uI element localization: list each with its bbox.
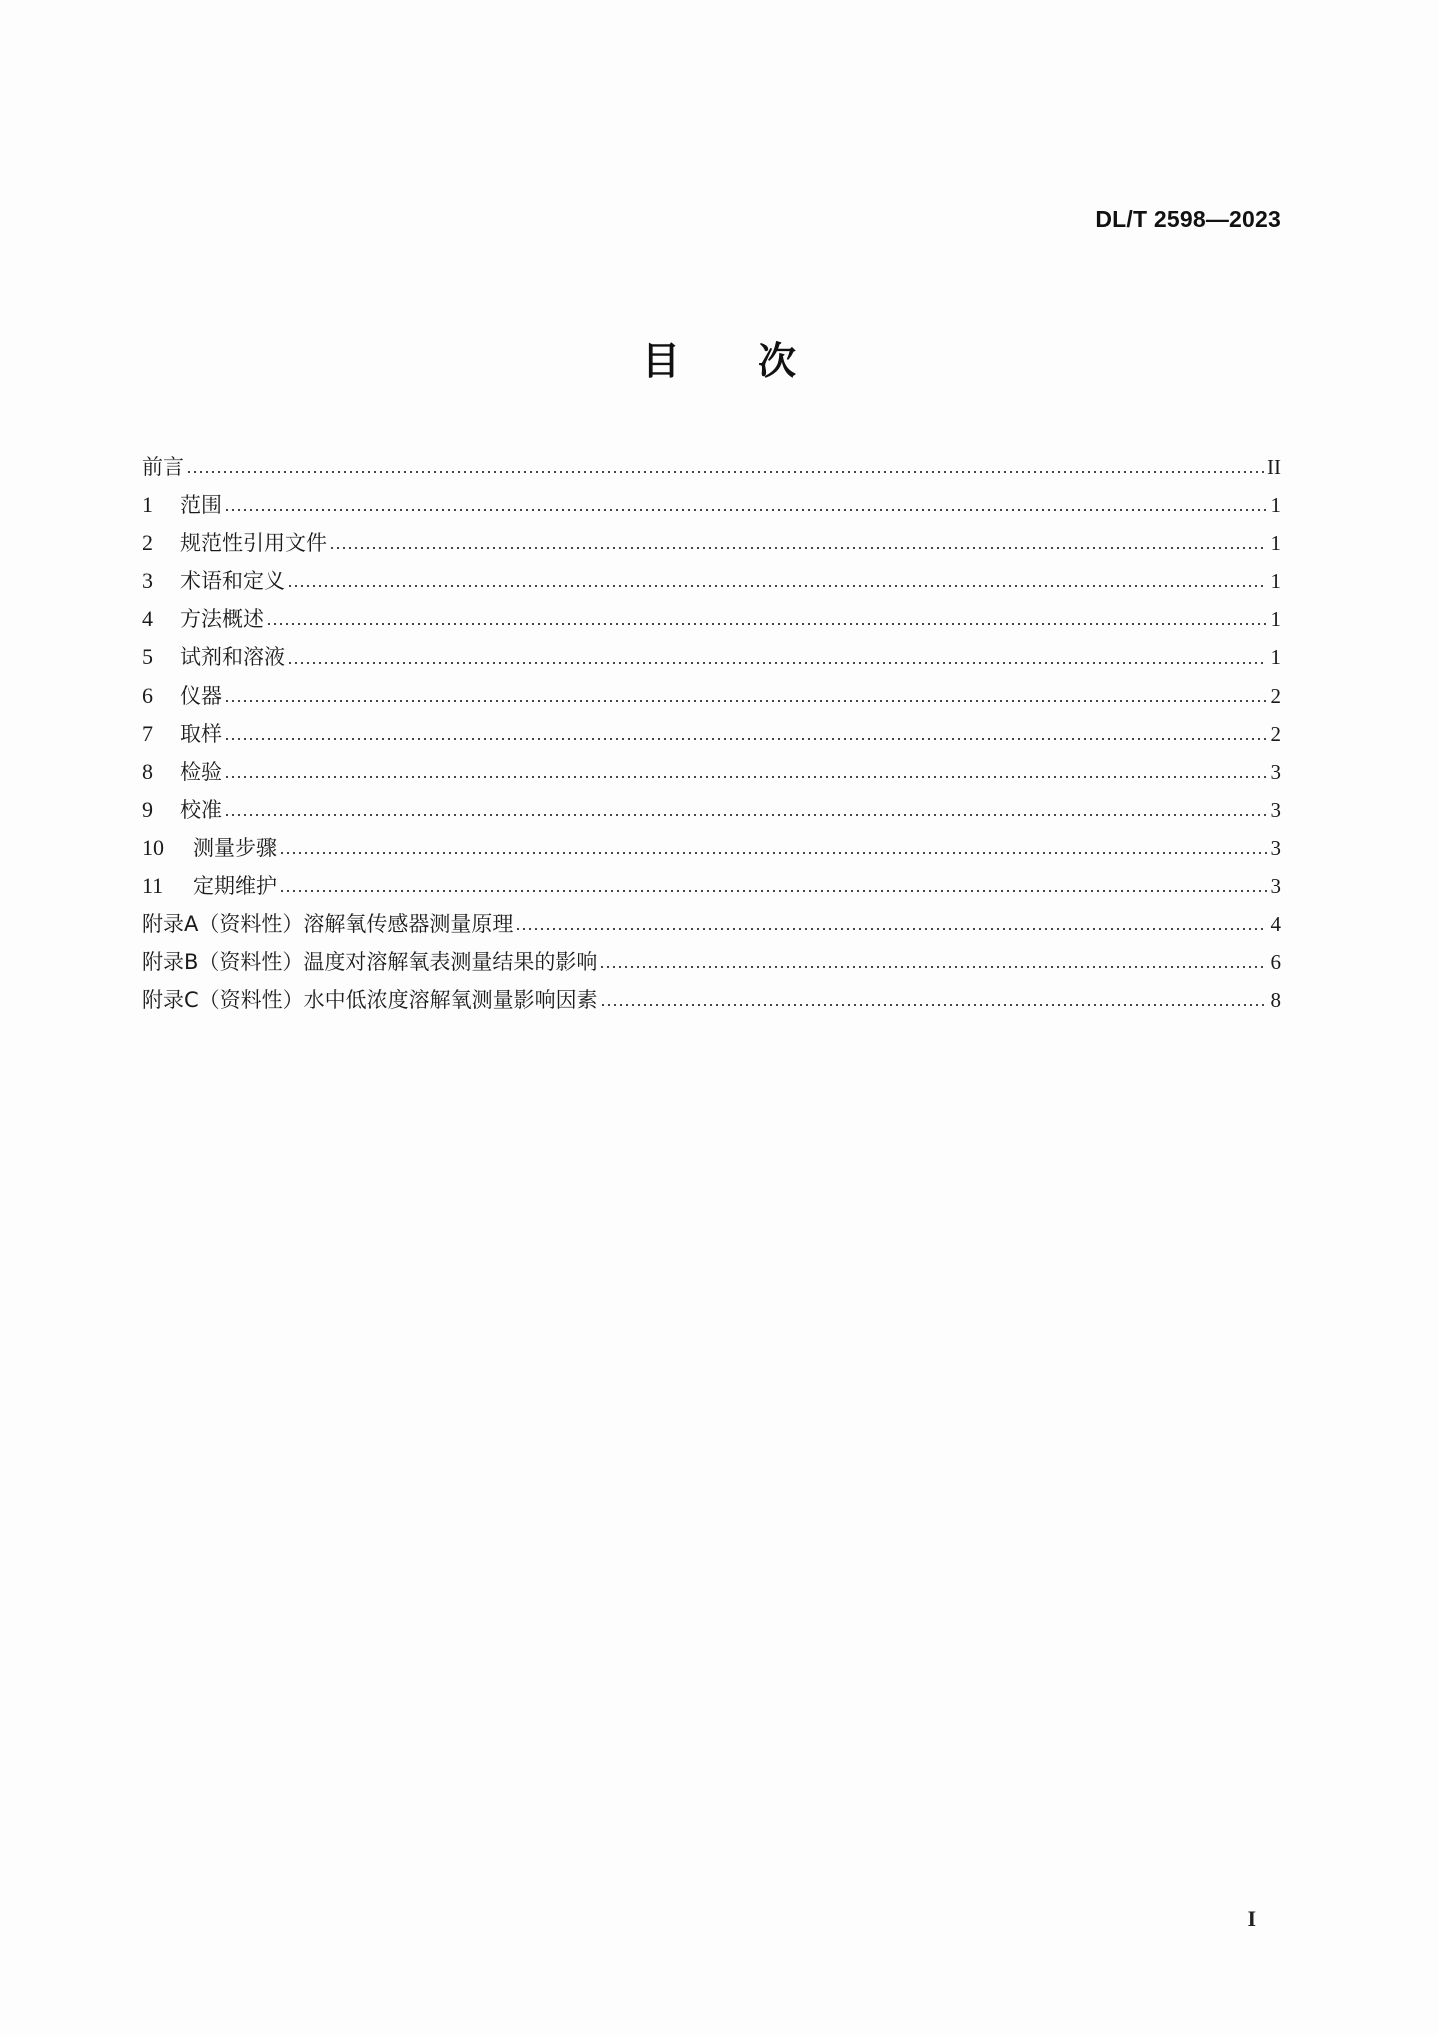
toc-entry-label: 方法概述 — [180, 607, 264, 632]
toc-entry-calibration[interactable] — [142, 791, 1281, 829]
toc-page-number: 6 — [1270, 950, 1281, 975]
toc-entry-label: 定期维护 — [193, 874, 277, 899]
toc-leader-dots — [279, 850, 1267, 856]
toc-page-number: 3 — [1270, 835, 1281, 860]
toc-entry-number: 1 — [142, 492, 153, 518]
toc-entry-number: 4 — [142, 606, 153, 632]
toc-entry-number: 11 — [142, 873, 164, 899]
toc-page-number: 1 — [1270, 569, 1281, 594]
table-of-contents — [142, 448, 1281, 1019]
document-number: DL/T 2598—2023 — [1095, 206, 1281, 232]
toc-entry-label: 范围 — [180, 493, 222, 518]
toc-leader-dots — [287, 660, 1267, 666]
toc-entry-label: 取样 — [180, 721, 222, 746]
toc-entry-instruments[interactable] — [142, 677, 1281, 715]
toc-entry-number: 5 — [142, 644, 153, 670]
toc-leader-dots — [515, 926, 1267, 932]
toc-page-number: II — [1267, 455, 1281, 479]
toc-entry-number: 3 — [142, 568, 153, 594]
toc-entry-label: 规范性引用文件 — [180, 531, 327, 556]
toc-entry-inspection[interactable] — [142, 753, 1281, 791]
toc-entry-reagents[interactable] — [142, 638, 1281, 676]
toc-page-number: 4 — [1270, 912, 1281, 937]
toc-leader-dots — [186, 469, 1265, 475]
toc-entry-label: 术语和定义 — [180, 569, 285, 594]
toc-entry-label: 附录C（资料性）水中低浓度溶解氧测量影响因素 — [142, 988, 598, 1013]
toc-entry-method-overview[interactable] — [142, 600, 1281, 638]
toc-page-number: 2 — [1270, 683, 1281, 708]
toc-entry-label: 仪器 — [180, 683, 222, 708]
toc-leader-dots — [224, 698, 1267, 704]
toc-leader-dots — [224, 812, 1267, 818]
toc-entry-label: 试剂和溶液 — [180, 645, 285, 670]
toc-leader-dots — [224, 774, 1267, 780]
toc-leader-dots — [279, 888, 1267, 894]
toc-leader-dots — [224, 507, 1267, 513]
toc-entry-appendix-a[interactable] — [142, 905, 1281, 943]
toc-leader-dots — [329, 545, 1267, 551]
toc-entry-label: 校准 — [180, 797, 222, 822]
toc-entry-number: 9 — [142, 796, 153, 822]
toc-page-number: 3 — [1270, 797, 1281, 822]
toc-entry-number: 7 — [142, 720, 153, 746]
toc-leader-dots — [599, 964, 1267, 970]
toc-entry-label: 检验 — [180, 759, 222, 784]
toc-entry-number: 6 — [142, 682, 153, 708]
toc-entry-label: 前言 — [142, 455, 184, 479]
toc-entry-scope[interactable] — [142, 486, 1281, 524]
toc-page-number: 3 — [1270, 759, 1281, 784]
toc-leader-dots — [224, 736, 1267, 742]
page-title: 目次 — [641, 339, 874, 383]
toc-page-number: 1 — [1270, 607, 1281, 632]
toc-page-number: 1 — [1270, 493, 1281, 518]
toc-entry-number: 2 — [142, 530, 153, 556]
toc-entry-label: 附录B（资料性）温度对溶解氧表测量结果的影响 — [142, 950, 598, 975]
toc-entry-terms[interactable] — [142, 562, 1281, 600]
toc-entry-maintenance[interactable] — [142, 867, 1281, 905]
toc-page-number: 1 — [1270, 645, 1281, 670]
toc-entry-measurement-steps[interactable] — [142, 829, 1281, 867]
toc-entry-foreword[interactable] — [142, 448, 1281, 486]
toc-leader-dots — [287, 583, 1267, 589]
page-number: I — [1247, 1906, 1256, 1931]
toc-entry-label: 附录A（资料性）溶解氧传感器测量原理 — [142, 912, 514, 937]
toc-entry-number: 8 — [142, 758, 153, 784]
toc-entry-appendix-c[interactable] — [142, 981, 1281, 1019]
toc-leader-dots — [600, 1002, 1267, 1008]
toc-entry-appendix-b[interactable] — [142, 943, 1281, 981]
toc-entry-normative-references[interactable] — [142, 524, 1281, 562]
toc-entry-sampling[interactable] — [142, 715, 1281, 753]
toc-page-number: 3 — [1270, 874, 1281, 899]
toc-entry-number: 10 — [142, 834, 164, 860]
toc-leader-dots — [266, 621, 1267, 627]
toc-page-number: 1 — [1270, 531, 1281, 556]
toc-entry-label: 测量步骤 — [193, 835, 277, 860]
toc-page-number: 8 — [1270, 988, 1281, 1013]
toc-page-number: 2 — [1270, 721, 1281, 746]
